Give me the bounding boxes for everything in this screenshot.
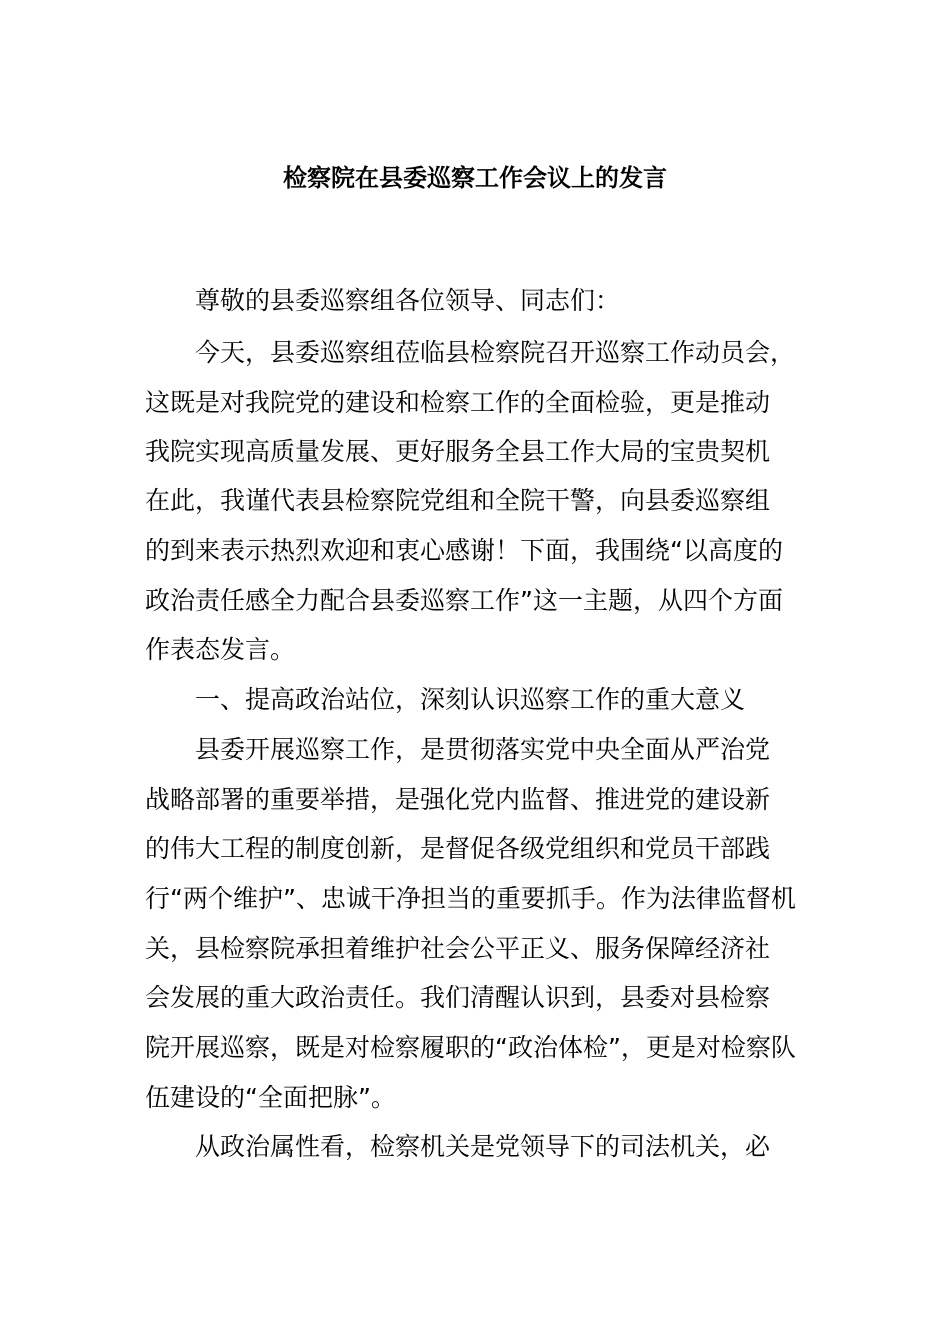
document-title: 检察院在县委巡察工作会议上的发言 xyxy=(283,164,667,192)
salutation-line: 尊敬的县委巡察组各位领导、同志们： xyxy=(195,286,621,315)
paragraph-line: 的伟大工程的制度创新，是督促各级党组织和党员干部践 xyxy=(145,834,771,863)
paragraph-line: 战略部署的重要举措，是强化党内监督、推进党的建设新 xyxy=(145,785,771,814)
paragraph-line: 作表态发言。 xyxy=(145,635,296,664)
paragraph-line: 我院实现高质量发展、更好服务全县工作大局的宝贵契机 xyxy=(145,437,771,466)
paragraph-line: 政治责任感全力配合县委巡察工作”这一主题，从四个方面 xyxy=(145,586,783,615)
paragraph-line: 会发展的重大政治责任。我们清醒认识到，县委对县检察 xyxy=(145,983,771,1012)
paragraph-line: 行“两个维护”、忠诚干净担当的重要抓手。作为法律监督机 xyxy=(145,884,796,913)
paragraph-line: 关，县检察院承担着维护社会公平正义、服务保障经济社 xyxy=(145,934,771,963)
paragraph-line: 今天，县委巡察组莅临县检察院召开巡察工作动员会， xyxy=(195,338,796,367)
paragraph-line: 院开展巡察，既是对检察履职的“政治体检”，更是对检察队 xyxy=(145,1033,796,1062)
paragraph-line: 的到来表示热烈欢迎和衷心感谢！下面，我围绕“以高度的 xyxy=(145,536,783,565)
paragraph-line: 这既是对我院党的建设和检察工作的全面检验，更是推动 xyxy=(145,388,771,417)
paragraph-line: 在此，我谨代表县检察院党组和全院干警，向县委巡察组 xyxy=(145,486,771,515)
paragraph-line: 县委开展巡察工作，是贯彻落实党中央全面从严治党 xyxy=(195,735,771,764)
paragraph-line: 伍建设的“全面把脉”。 xyxy=(145,1083,396,1112)
section-heading: 一、提高政治站位，深刻认识巡察工作的重大意义 xyxy=(195,685,746,714)
paragraph-line: 从政治属性看，检察机关是党领导下的司法机关，必 xyxy=(195,1132,771,1161)
